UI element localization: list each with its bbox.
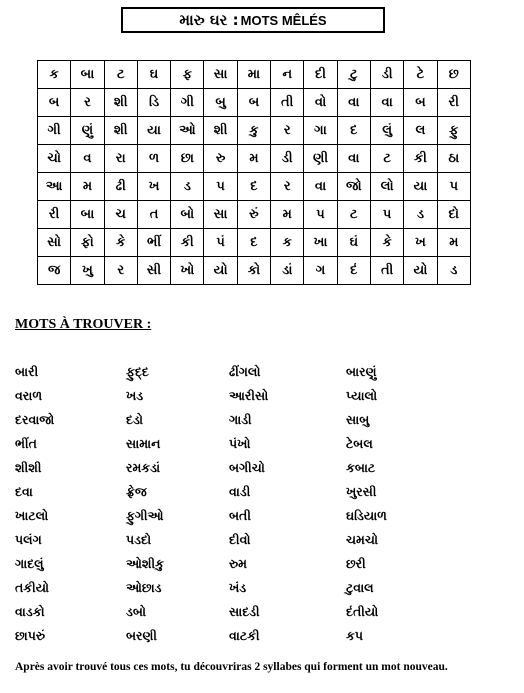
word-item: કબાટ	[346, 460, 376, 475]
grid-cell[interactable]: પં	[204, 229, 237, 257]
word-item: છાપરું	[15, 628, 46, 643]
title-gujarati: મારુ ઘર :	[179, 11, 239, 29]
grid-cell[interactable]: ક	[271, 229, 304, 257]
grid-cell[interactable]: રી	[437, 89, 470, 117]
word-row	[15, 576, 495, 600]
word-item: રુમ	[229, 556, 247, 571]
grid-cell[interactable]: ચો	[38, 145, 71, 173]
word-item: બતી	[229, 508, 251, 523]
grid-cell[interactable]: ડી	[370, 61, 403, 89]
grid-cell[interactable]: વા	[370, 89, 403, 117]
word-item: સામાન	[126, 436, 161, 451]
word-item: દંતીયો	[346, 604, 379, 619]
grid-cell[interactable]: સી	[137, 257, 170, 285]
word-item: કપ	[346, 628, 363, 643]
grid-cell[interactable]: વા	[337, 89, 370, 117]
word-item: રમકડાં	[126, 460, 161, 475]
title-french: MOTS MÊLÉS	[240, 12, 327, 28]
grid-cell[interactable]: ત	[137, 201, 170, 229]
word-row	[15, 456, 495, 480]
grid-cell[interactable]: બ	[237, 89, 270, 117]
word-item: ટુવાલ	[346, 580, 374, 595]
word-row	[15, 384, 495, 408]
grid-cell[interactable]: દ	[237, 229, 270, 257]
grid-cell[interactable]: સા	[204, 201, 237, 229]
word-item: ટેબલ	[346, 436, 373, 451]
word-item: ફુગીઓ	[126, 508, 164, 523]
grid-cell[interactable]: ક	[38, 61, 71, 89]
grid-cell[interactable]: રું	[237, 201, 270, 229]
grid-cell[interactable]: લ	[404, 117, 437, 145]
word-list	[15, 360, 495, 648]
grid-cell[interactable]: શી	[104, 89, 137, 117]
word-row	[15, 432, 495, 456]
grid-cell[interactable]: દં	[337, 257, 370, 285]
grid-cell[interactable]: ઘ	[137, 61, 170, 89]
word-item: દડો	[126, 412, 143, 427]
word-item: પડદો	[126, 532, 152, 547]
grid-cell[interactable]: વ	[71, 145, 104, 173]
grid-cell[interactable]: કે	[370, 229, 403, 257]
grid-cell[interactable]: દો	[437, 201, 470, 229]
grid-cell[interactable]: બ	[404, 89, 437, 117]
grid-row	[38, 61, 471, 89]
word-row	[15, 624, 495, 648]
grid-cell[interactable]: સો	[38, 229, 71, 257]
word-row	[15, 552, 495, 576]
grid-cell[interactable]: સા	[204, 61, 237, 89]
grid-cell[interactable]: ફુ	[437, 117, 470, 145]
word-item: સાદડી	[229, 604, 260, 619]
grid-cell[interactable]: ભીં	[137, 229, 170, 257]
grid-cell[interactable]: ખો	[171, 257, 204, 285]
word-item: ઘડિયાળ	[346, 508, 387, 523]
word-item: ઓછાડ	[126, 580, 162, 595]
word-item: વાડકો	[15, 604, 45, 619]
word-item: ગાદલું	[15, 556, 44, 571]
grid-cell[interactable]: ચ	[104, 201, 137, 229]
grid-cell[interactable]: શી	[104, 117, 137, 145]
word-item: છરી	[346, 556, 366, 571]
grid-row	[38, 145, 471, 173]
word-item: પ્યાલો	[346, 388, 378, 403]
word-row	[15, 480, 495, 504]
word-item: ફ્રેજ	[126, 484, 147, 499]
word-item: શીશી	[15, 460, 42, 475]
grid-cell[interactable]: કો	[237, 257, 270, 285]
word-item: ગાડી	[229, 412, 252, 427]
grid-cell[interactable]: કુ	[237, 117, 270, 145]
grid-cell[interactable]: પ	[204, 173, 237, 201]
word-row	[15, 528, 495, 552]
grid-cell[interactable]: ટ	[370, 145, 403, 173]
grid-cell[interactable]: ર	[71, 89, 104, 117]
word-item: ખંડ	[229, 580, 247, 595]
word-item: ફુદ્દ	[126, 364, 149, 379]
grid-cell[interactable]: બા	[71, 61, 104, 89]
grid-cell[interactable]: ઓ	[171, 117, 204, 145]
word-item: દવા	[15, 484, 33, 499]
grid-cell[interactable]: ડ	[171, 173, 204, 201]
grid-cell[interactable]: ગી	[38, 117, 71, 145]
grid-cell[interactable]: લું	[370, 117, 403, 145]
grid-cell[interactable]: વા	[337, 145, 370, 173]
grid-cell[interactable]: દ	[237, 173, 270, 201]
grid-row	[38, 201, 471, 229]
grid-cell[interactable]: ખ	[137, 173, 170, 201]
word-row	[15, 600, 495, 624]
grid-cell[interactable]: વો	[304, 89, 337, 117]
grid-cell[interactable]: કી	[171, 229, 204, 257]
grid-cell[interactable]: ઠા	[437, 145, 470, 173]
grid-cell[interactable]: કી	[404, 145, 437, 173]
word-row	[15, 408, 495, 432]
word-search-grid	[37, 60, 471, 285]
grid-cell[interactable]: ડાં	[271, 257, 304, 285]
grid-cell[interactable]: ઘં	[337, 229, 370, 257]
word-item: દીવો	[229, 532, 251, 547]
grid-cell[interactable]: મા	[237, 61, 270, 89]
words-heading: MOTS À TROUVER :	[15, 317, 152, 332]
grid-row	[38, 173, 471, 201]
title-box	[121, 7, 385, 33]
word-item: પલંગ	[15, 532, 42, 547]
grid-cell[interactable]: તી	[271, 89, 304, 117]
grid-cell[interactable]: યા	[404, 173, 437, 201]
word-item: વાડી	[229, 484, 251, 499]
grid-cell[interactable]: બુ	[204, 89, 237, 117]
grid-cell[interactable]: ગ	[304, 257, 337, 285]
grid-cell[interactable]: ર	[271, 173, 304, 201]
grid-cell[interactable]: જ	[38, 257, 71, 285]
grid-cell[interactable]: ગા	[304, 117, 337, 145]
grid-cell[interactable]: પ	[437, 173, 470, 201]
grid-cell[interactable]: ફો	[71, 229, 104, 257]
word-item: ઢીંગલો	[229, 364, 261, 379]
grid-cell[interactable]: મ	[71, 173, 104, 201]
grid-cell[interactable]: ઢી	[104, 173, 137, 201]
grid-cell[interactable]: યા	[137, 117, 170, 145]
grid-cell[interactable]: ટ	[337, 201, 370, 229]
grid-cell[interactable]: દ	[337, 117, 370, 145]
grid-cell[interactable]: ટે	[404, 61, 437, 89]
grid-cell[interactable]: રા	[104, 145, 137, 173]
word-row	[15, 504, 495, 528]
grid-cell[interactable]: ણું	[71, 117, 104, 145]
word-item: બારી	[15, 364, 39, 379]
word-row	[15, 360, 495, 384]
grid-cell[interactable]: ફ	[171, 61, 204, 89]
grid-cell[interactable]: રુ	[204, 145, 237, 173]
grid-cell[interactable]: મ	[437, 229, 470, 257]
grid-cell[interactable]: બા	[71, 201, 104, 229]
grid-cell[interactable]: ર	[104, 257, 137, 285]
grid-cell[interactable]: વા	[304, 173, 337, 201]
grid-cell[interactable]: ખુ	[71, 257, 104, 285]
word-item: બરણી	[126, 628, 157, 643]
word-item: ખાટલો	[15, 508, 49, 523]
grid-cell[interactable]: છા	[171, 145, 204, 173]
grid-cell[interactable]: ન	[271, 61, 304, 89]
grid-cell[interactable]: બો	[171, 201, 204, 229]
grid-cell[interactable]: ટ	[104, 61, 137, 89]
grid-cell[interactable]: દી	[304, 61, 337, 89]
grid-cell[interactable]: છ	[437, 61, 470, 89]
grid-cell[interactable]: આ	[38, 173, 71, 201]
grid-cell[interactable]: ળ	[137, 145, 170, 173]
word-item: વરાળ	[15, 388, 43, 403]
grid-row	[38, 229, 471, 257]
grid-row	[38, 257, 471, 285]
grid-cell[interactable]: બ	[38, 89, 71, 117]
word-item: આરીસો	[229, 388, 269, 403]
grid-cell[interactable]: લો	[370, 173, 403, 201]
grid-cell[interactable]: ડી	[271, 145, 304, 173]
grid-cell[interactable]: મ	[237, 145, 270, 173]
word-item: બારણું	[346, 364, 377, 379]
word-item: પંખો	[229, 436, 251, 451]
grid-cell[interactable]: ડિ	[137, 89, 170, 117]
grid-cell[interactable]: જો	[337, 173, 370, 201]
grid-cell[interactable]: ણી	[304, 145, 337, 173]
grid-cell[interactable]: ટુ	[337, 61, 370, 89]
grid-cell[interactable]: યો	[404, 257, 437, 285]
word-item: ખડ	[126, 388, 144, 403]
grid-cell[interactable]: ર	[271, 117, 304, 145]
grid-cell[interactable]: યો	[204, 257, 237, 285]
grid-cell[interactable]: ખ	[404, 229, 437, 257]
word-item: ભીંત	[15, 436, 37, 451]
grid-cell[interactable]: કે	[104, 229, 137, 257]
grid-row	[38, 89, 471, 117]
grid-cell[interactable]: શી	[204, 117, 237, 145]
word-item: દરવાજો	[15, 412, 55, 427]
grid-cell[interactable]: મ	[271, 201, 304, 229]
grid-cell[interactable]: ગી	[171, 89, 204, 117]
grid-cell[interactable]: પ	[304, 201, 337, 229]
instructions-footer: Après avoir trouvé tous ces mots, tu découvriras 2 syllabes qui forment un mot nouveau.	[15, 661, 448, 673]
grid-cell[interactable]: ડ	[404, 201, 437, 229]
grid-cell[interactable]: ખા	[304, 229, 337, 257]
word-item: વાટકી	[229, 628, 260, 643]
word-item: ઓશીકુ	[126, 556, 164, 571]
grid-cell[interactable]: પ	[370, 201, 403, 229]
grid-cell[interactable]: રી	[38, 201, 71, 229]
word-item: ચમચો	[346, 532, 378, 547]
word-item: સાબુ	[346, 412, 370, 427]
grid-cell[interactable]: તી	[370, 257, 403, 285]
word-item: ખુરસી	[346, 484, 377, 499]
word-item: ડબો	[126, 604, 147, 619]
word-item: તકીયો	[15, 580, 50, 595]
grid-row	[38, 117, 471, 145]
word-item: બગીચો	[229, 460, 265, 475]
grid-cell[interactable]: ડ	[437, 257, 470, 285]
